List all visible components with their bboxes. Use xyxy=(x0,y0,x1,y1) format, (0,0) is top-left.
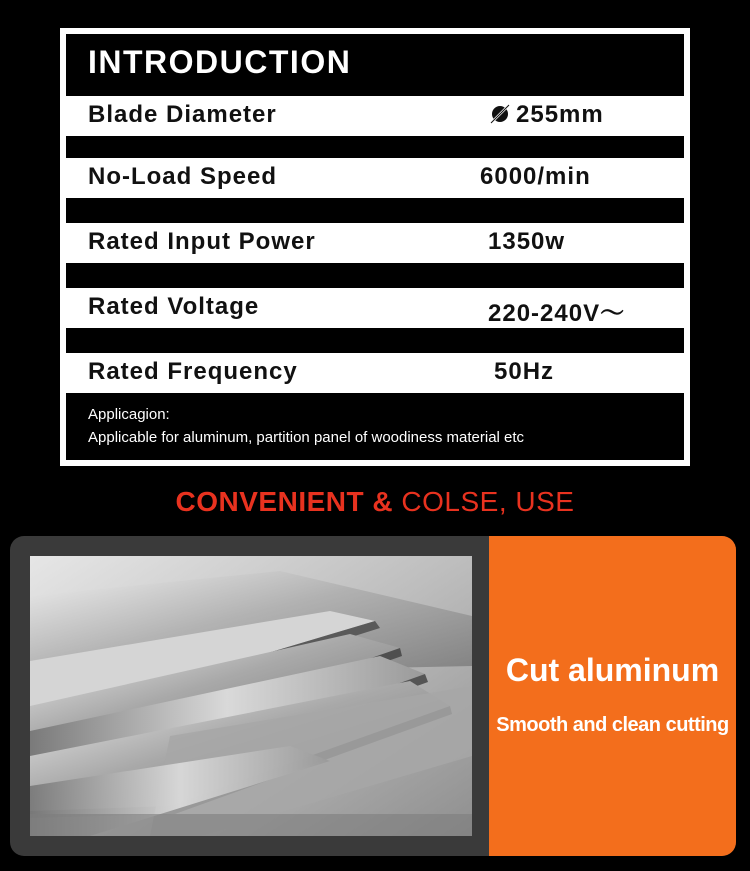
application-box xyxy=(66,398,684,460)
spec-row-blade-diameter xyxy=(66,96,684,136)
spec-table xyxy=(66,34,684,460)
blade-diameter-value: 255mm xyxy=(516,101,604,128)
application-title: Applicagion: xyxy=(88,406,170,423)
spec-label: Rated Input Power xyxy=(88,228,316,255)
spec-label: Rated Voltage xyxy=(88,293,260,320)
spec-value: 6000/min xyxy=(480,163,591,190)
spec-row-rated-voltage xyxy=(66,288,684,328)
headline-bold: CONVENIENT & xyxy=(175,486,394,517)
spec-label: No-Load Speed xyxy=(88,163,278,190)
spec-label: Blade Diameter xyxy=(88,101,277,128)
spec-label: Rated Frequency xyxy=(88,358,298,385)
feature-banner xyxy=(10,536,736,856)
headline-thin: COLSE, USE xyxy=(401,486,575,517)
spec-row-rated-input-power xyxy=(66,223,684,263)
spec-value: 1350w xyxy=(488,228,566,255)
diameter-icon xyxy=(490,104,510,124)
aluminum-sheets-photo xyxy=(30,556,472,836)
spec-value: 220-240V～ xyxy=(488,300,626,327)
feature-callout xyxy=(489,536,736,856)
introduction-header xyxy=(66,34,684,96)
aluminum-sheets-illustration xyxy=(30,556,472,836)
spec-value xyxy=(490,101,604,129)
spec-row-no-load-speed xyxy=(66,158,684,198)
introduction-panel xyxy=(60,28,690,466)
introduction-title: INTRODUCTION xyxy=(88,44,352,80)
spec-value: 50Hz xyxy=(494,358,555,385)
convenient-headline xyxy=(0,486,750,518)
feature-title: Cut aluminum xyxy=(505,652,720,688)
spec-row-rated-frequency xyxy=(66,353,684,393)
feature-subtitle: Smooth and clean cutting xyxy=(496,714,729,736)
application-text: Applicable for aluminum, partition panel of woodiness material etc xyxy=(88,429,525,446)
